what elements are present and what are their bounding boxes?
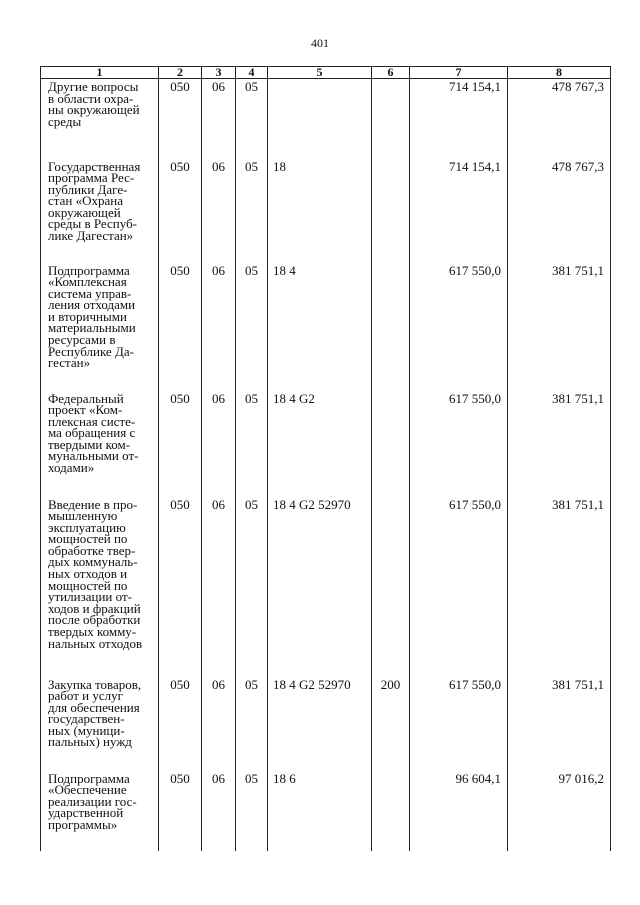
page-number: 401 — [311, 36, 329, 50]
cell-col-3: 06 — [202, 263, 236, 391]
cell-col-3: 06 — [202, 391, 236, 497]
cell-col-7: 617 550,0 — [410, 497, 508, 677]
cell-col-3: 06 — [202, 497, 236, 677]
cell-col-2: 050 — [159, 79, 202, 159]
cell-col-7: 714 154,1 — [410, 79, 508, 159]
cell-col-7: 617 550,0 — [410, 677, 508, 771]
table-row — [41, 159, 611, 263]
row-name: Подпрограмма «Комплексная система управ- ления отходами и вторичными материальными ресурсами в Республике Да- гестан» — [41, 263, 159, 391]
header-col-5: 5 — [268, 67, 372, 79]
cell-col-4: 05 — [236, 391, 268, 497]
cell-col-4: 05 — [236, 771, 268, 851]
cell-col-8: 478 767,3 — [508, 159, 611, 263]
cell-col-5: 18 4 — [268, 263, 372, 391]
table-row — [41, 391, 611, 497]
header-col-8: 8 — [508, 67, 611, 79]
cell-col-6 — [372, 771, 410, 851]
row-name: Федеральный проект «Ком- плексная систе- ма обращения с твердыми ком- мунальными от- ходами» — [41, 391, 159, 497]
cell-col-5: 18 4 G2 52970 — [268, 677, 372, 771]
table-row — [41, 771, 611, 851]
cell-col-6: 200 — [372, 677, 410, 771]
cell-col-7: 714 154,1 — [410, 159, 508, 263]
budget-table — [40, 66, 611, 851]
table-row — [41, 79, 611, 159]
cell-col-8: 381 751,1 — [508, 677, 611, 771]
cell-col-4: 05 — [236, 677, 268, 771]
cell-col-5: 18 4 G2 — [268, 391, 372, 497]
cell-col-6 — [372, 79, 410, 159]
row-name: Другие вопросы в области охра- ны окружающей среды — [41, 79, 159, 159]
cell-col-7: 617 550,0 — [410, 263, 508, 391]
header-col-3: 3 — [202, 67, 236, 79]
cell-col-8: 478 767,3 — [508, 79, 611, 159]
table-row — [41, 677, 611, 771]
cell-col-2: 050 — [159, 771, 202, 851]
cell-col-2: 050 — [159, 159, 202, 263]
cell-col-6 — [372, 263, 410, 391]
cell-col-4: 05 — [236, 497, 268, 677]
row-name: Государственная программа Рес- публики Даге- стан «Охрана окружающей среды в Респуб- лике Дагестан» — [41, 159, 159, 263]
cell-col-3: 06 — [202, 159, 236, 263]
cell-col-4: 05 — [236, 263, 268, 391]
row-name: Подпрограмма «Обеспечение реализации гос- ударственной программы» — [41, 771, 159, 851]
header-col-6: 6 — [372, 67, 410, 79]
cell-col-5 — [268, 79, 372, 159]
header-col-7: 7 — [410, 67, 508, 79]
cell-col-3: 06 — [202, 771, 236, 851]
cell-col-3: 06 — [202, 79, 236, 159]
cell-col-8: 381 751,1 — [508, 497, 611, 677]
cell-col-8: 97 016,2 — [508, 771, 611, 851]
cell-col-7: 96 604,1 — [410, 771, 508, 851]
cell-col-4: 05 — [236, 79, 268, 159]
cell-col-2: 050 — [159, 391, 202, 497]
table-row — [41, 497, 611, 677]
cell-col-2: 050 — [159, 497, 202, 677]
cell-col-5: 18 6 — [268, 771, 372, 851]
cell-col-5: 18 4 G2 52970 — [268, 497, 372, 677]
table-row — [41, 263, 611, 391]
cell-col-3: 06 — [202, 677, 236, 771]
cell-col-6 — [372, 497, 410, 677]
cell-col-2: 050 — [159, 677, 202, 771]
header-col-4: 4 — [236, 67, 268, 79]
cell-col-6 — [372, 391, 410, 497]
header-col-1: 1 — [41, 67, 159, 79]
cell-col-2: 050 — [159, 263, 202, 391]
row-name: Закупка товаров, работ и услуг для обеспечения государствен- ных (муници- пальных) нужд — [41, 677, 159, 771]
row-name: Введение в про- мышленную эксплуатацию мощностей по обработке твер- дых коммуналь- ных отходов и мощностей по утилизации от- ходов и фракций после обработки твердых комму- нальных отходов — [41, 497, 159, 677]
header-col-2: 2 — [159, 67, 202, 79]
cell-col-4: 05 — [236, 159, 268, 263]
cell-col-8: 381 751,1 — [508, 391, 611, 497]
header-row — [41, 67, 611, 79]
cell-col-8: 381 751,1 — [508, 263, 611, 391]
cell-col-7: 617 550,0 — [410, 391, 508, 497]
cell-col-6 — [372, 159, 410, 263]
cell-col-5: 18 — [268, 159, 372, 263]
